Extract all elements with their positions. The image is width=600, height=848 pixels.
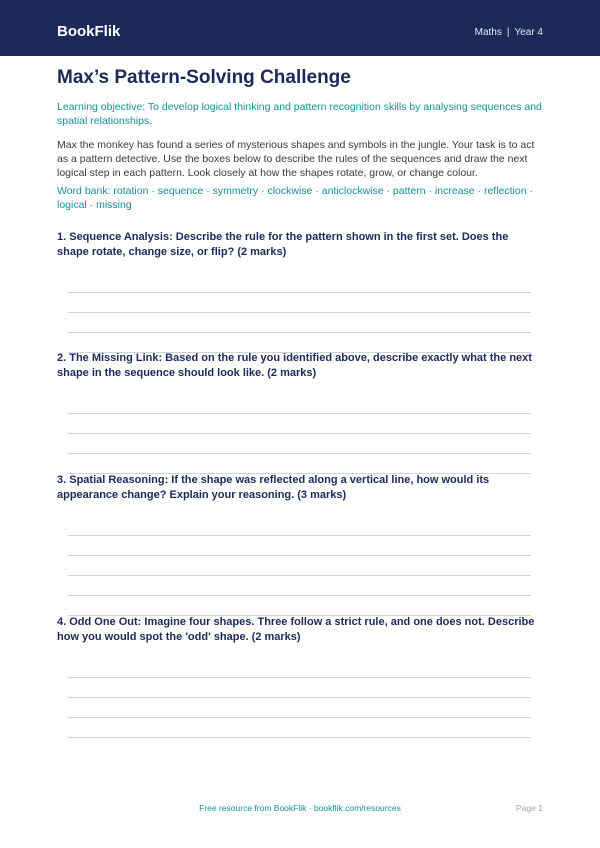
meta-separator: | (506, 27, 510, 38)
page-number: Page 1 (516, 803, 543, 813)
intro-paragraph: Max the monkey has found a series of mysterious shapes and symbols in the jungle. Your task is to act as a pattern detective. Use the boxes below to describe the rules of the sequences and draw the next logical step in each pattern. Look closely at how the shapes rotate, grow, or change colour. (57, 139, 535, 179)
answer-line[interactable] (68, 433, 531, 434)
question-1: 1. Sequence Analysis: Describe the rule for the pattern shown in the first set. Does the shape rotate, change size, or flip? (2 marks) (57, 231, 509, 258)
answer-line[interactable] (68, 697, 531, 698)
learning-objective: Learning objective: To develop logical thinking and pattern recognition skills by analysing sequences and spatial relationships. (57, 101, 542, 127)
answer-line[interactable] (68, 312, 531, 313)
answer-line[interactable] (68, 677, 531, 678)
answer-line[interactable] (68, 453, 531, 454)
answer-line[interactable] (68, 595, 531, 596)
answer-line[interactable] (68, 737, 531, 738)
header-meta (475, 26, 543, 40)
question-3: 3. Spatial Reasoning: If the shape was reflected along a vertical line, how would its appearance change? Explain your reasoning. (3 marks) (57, 474, 490, 501)
question-2: 2. The Missing Link: Based on the rule you identified above, describe exactly what the next shape in the sequence should look like. (2 marks) (57, 352, 532, 379)
brand-logo[interactable]: BookFlik (57, 23, 121, 40)
answer-line[interactable] (68, 292, 531, 293)
word-bank: Word bank: rotation · sequence · symmetry · clockwise · anticlockwise · pattern · increase · reflection · logical · missing (57, 185, 533, 211)
answer-line[interactable] (68, 717, 531, 718)
page-title: Max’s Pattern-Solving Challenge (57, 67, 351, 88)
answer-line[interactable] (68, 332, 531, 333)
answer-line[interactable] (68, 555, 531, 556)
answer-line[interactable] (68, 413, 531, 414)
answer-line[interactable] (68, 535, 531, 536)
answer-line[interactable] (68, 575, 531, 576)
footer-resource-link[interactable]: Free resource from BookFlik · bookflik.com/resources (199, 803, 401, 813)
question-4: 4. Odd One Out: Imagine four shapes. Three follow a strict rule, and one does not. Describe how you would spot the 'odd' shape. (2 marks) (57, 616, 535, 643)
year-label: Year 4 (514, 27, 543, 38)
header-bar (0, 0, 600, 56)
subject-label: Maths (474, 27, 502, 38)
